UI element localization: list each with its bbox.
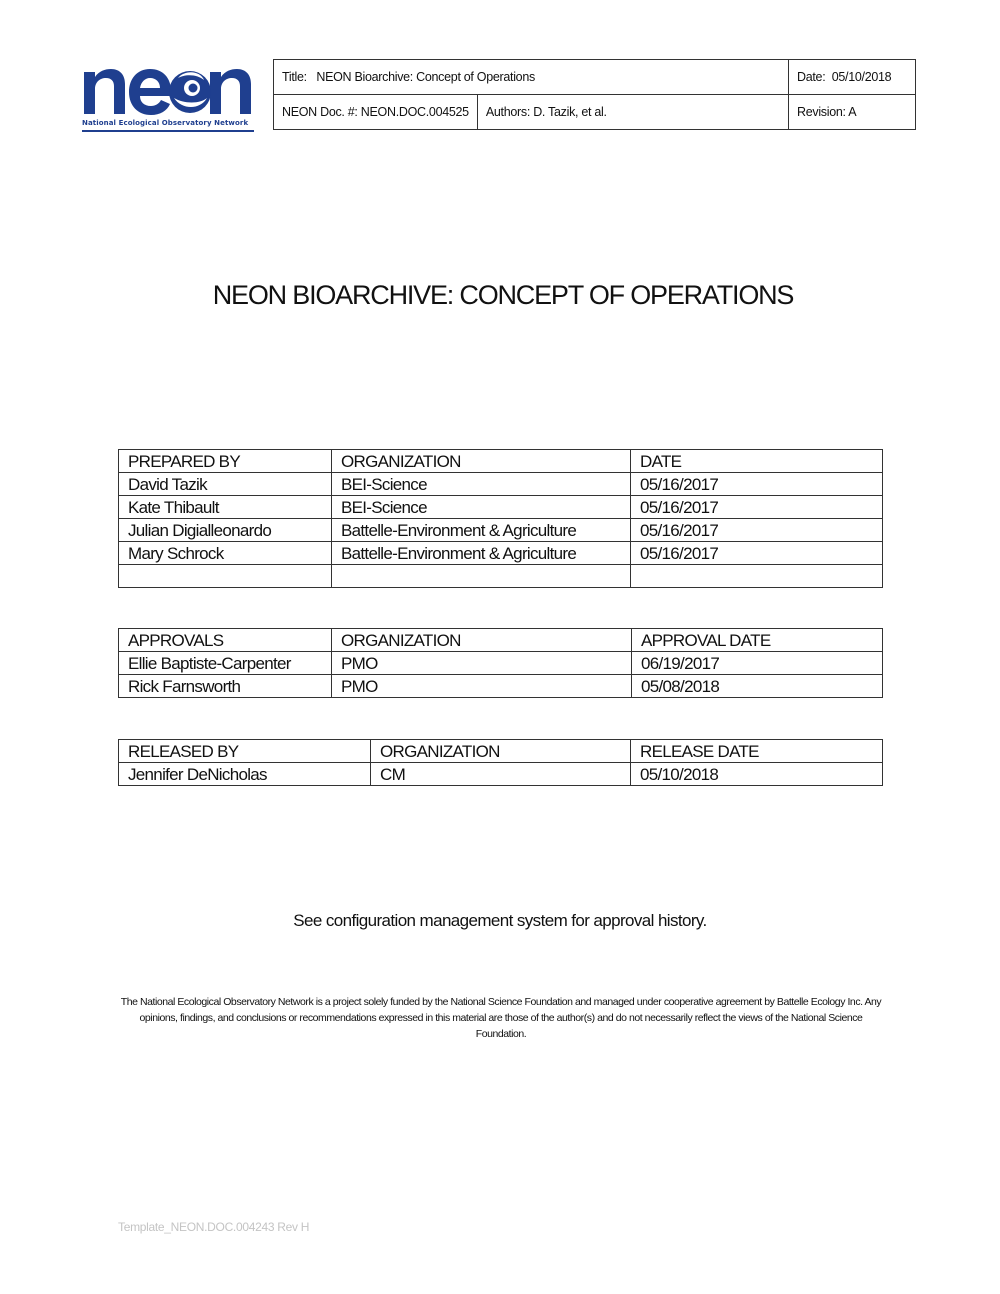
approval-date: 06/19/2017 xyxy=(632,652,883,675)
config-management-note: See configuration management system for approval history. xyxy=(293,911,707,930)
document-title: NEON BIOARCHIVE: CONCEPT OF OPERATIONS xyxy=(212,280,794,310)
column-header: RELEASED BY xyxy=(119,740,371,763)
table-row-empty xyxy=(119,565,883,588)
table-row xyxy=(119,652,883,675)
table-row xyxy=(119,763,883,786)
preparer-date: 05/16/2017 xyxy=(631,473,883,496)
approvals-table xyxy=(118,628,883,698)
column-header: ORGANIZATION xyxy=(332,629,632,652)
table-row xyxy=(119,542,883,565)
date-value: 05/10/2018 xyxy=(831,70,892,84)
releaser-name: Jennifer DeNicholas xyxy=(119,763,371,786)
doc-number-cell xyxy=(274,95,478,130)
preparer-name xyxy=(119,565,332,588)
preparer-date: 05/16/2017 xyxy=(631,519,883,542)
preparer-organization: Battelle-Environment & Agriculture xyxy=(332,519,631,542)
header-row xyxy=(274,95,916,130)
approval-date: 05/08/2018 xyxy=(632,675,883,698)
template-footer: Template_NEON.DOC.004243 Rev H xyxy=(118,1220,310,1234)
revision-cell xyxy=(789,95,916,130)
table-header-row xyxy=(119,740,883,763)
table-header-row xyxy=(119,629,883,652)
approver-organization: PMO xyxy=(332,652,632,675)
releaser-organization: CM xyxy=(371,763,631,786)
authors-label: Authors: xyxy=(485,105,530,119)
preparer-name: Kate Thibault xyxy=(119,496,332,519)
neon-wordmark-icon xyxy=(82,62,254,118)
title-cell xyxy=(274,60,789,95)
date-cell xyxy=(789,60,916,95)
preparer-organization xyxy=(332,565,631,588)
date-label: Date: xyxy=(797,70,826,84)
authors-cell xyxy=(477,95,788,130)
neon-logo xyxy=(82,62,254,134)
preparer-date xyxy=(631,565,883,588)
preparer-name: David Tazik xyxy=(119,473,332,496)
approver-name: Ellie Baptiste-Carpenter xyxy=(119,652,332,675)
preparer-name: Mary Schrock xyxy=(119,542,332,565)
preparer-organization: Battelle-Environment & Agriculture xyxy=(332,542,631,565)
preparer-name: Julian Digialleonardo xyxy=(119,519,332,542)
release-date: 05/10/2018 xyxy=(631,763,883,786)
preparer-date: 05/16/2017 xyxy=(631,496,883,519)
table-row xyxy=(119,473,883,496)
preparer-organization: BEI-Science xyxy=(332,473,631,496)
approver-name: Rick Farnsworth xyxy=(119,675,332,698)
column-header: RELEASE DATE xyxy=(631,740,883,763)
table-row xyxy=(119,496,883,519)
revision-label: Revision: xyxy=(797,105,846,119)
revision-value: A xyxy=(848,105,857,119)
table-header-row xyxy=(119,450,883,473)
column-header: DATE xyxy=(631,450,883,473)
preparer-date: 05/16/2017 xyxy=(631,542,883,565)
column-header: ORGANIZATION xyxy=(371,740,631,763)
title-label: Title: xyxy=(282,70,307,84)
header-row xyxy=(274,60,916,95)
authors-value: D. Tazik, et al. xyxy=(533,105,607,119)
column-header: ORGANIZATION xyxy=(332,450,631,473)
title-value: NEON Bioarchive: Concept of Operations xyxy=(316,70,535,84)
approver-organization: PMO xyxy=(332,675,632,698)
logo-tagline: National Ecological Observatory Network xyxy=(82,119,249,127)
doc-number-label: NEON Doc. #: xyxy=(282,105,358,119)
logo-underline xyxy=(82,130,254,132)
preparer-organization: BEI-Science xyxy=(332,496,631,519)
table-row xyxy=(119,675,883,698)
column-header: APPROVALS xyxy=(119,629,332,652)
doc-number-value: NEON.DOC.004525 xyxy=(360,105,469,119)
prepared-by-table xyxy=(118,449,883,588)
column-header: PREPARED BY xyxy=(119,450,332,473)
released-by-table xyxy=(118,739,883,786)
document-header-table xyxy=(273,59,916,130)
funding-disclaimer: The National Ecological Observatory Network is a project solely funded by the National Science Foundation and managed under cooperative agreement by Battelle Ecology Inc. Any opinions, findings, and conclusions or recommendations expressed in this material are those of the author(s) and do not necessarily reflect the views of the National Science Foundation. xyxy=(120,996,882,1040)
column-header: APPROVAL DATE xyxy=(632,629,883,652)
table-row xyxy=(119,519,883,542)
